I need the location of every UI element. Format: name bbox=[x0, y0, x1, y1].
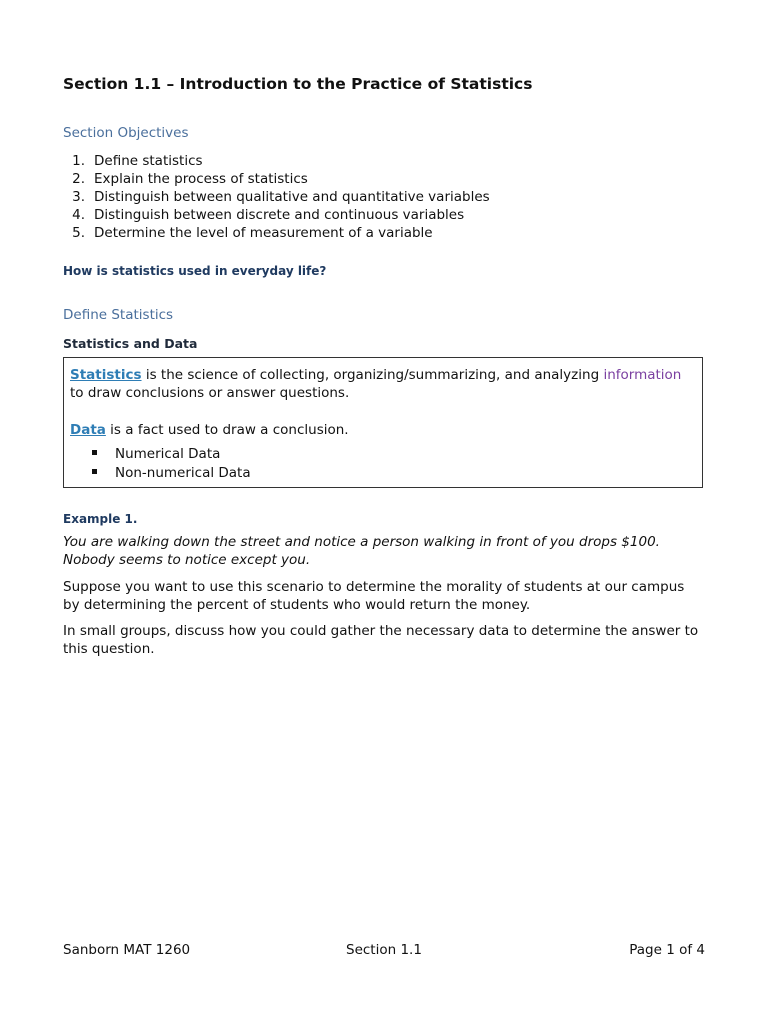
list-number: 5. bbox=[72, 225, 85, 241]
list-item bbox=[63, 152, 490, 170]
statistics-term-link[interactable]: Statistics bbox=[70, 367, 142, 383]
list-text: Explain the process of statistics bbox=[94, 171, 308, 187]
list-text: Non-numerical Data bbox=[115, 465, 251, 481]
statistics-definition bbox=[70, 366, 698, 402]
list-item bbox=[63, 206, 490, 224]
objectives-heading: Section Objectives bbox=[63, 125, 189, 141]
list-text: Distinguish between qualitative and quantitative variables bbox=[94, 189, 490, 205]
information-word: information bbox=[603, 367, 682, 383]
definition-text: to draw conclusions or answer questions. bbox=[70, 385, 350, 401]
example-paragraph-1: Suppose you want to use this scenario to determine the morality of students at our campus by determining the percent of students who would return the money. bbox=[63, 579, 685, 613]
define-statistics-heading: Define Statistics bbox=[63, 307, 174, 323]
definition-text: is a fact used to draw a conclusion. bbox=[105, 422, 349, 438]
data-term-link[interactable]: Data bbox=[70, 422, 106, 438]
footer-section: Section 1.1 bbox=[346, 942, 422, 958]
list-number: 4. bbox=[72, 207, 85, 223]
list-text: Determine the level of measurement of a variable bbox=[94, 225, 433, 241]
footer-page-number: Page 1 of 4 bbox=[629, 942, 705, 958]
list-item bbox=[63, 224, 490, 242]
list-number: 2. bbox=[72, 171, 85, 187]
footer-course: Sanborn MAT 1260 bbox=[63, 942, 191, 958]
question-heading: How is statistics used in everyday life? bbox=[63, 264, 327, 278]
list-text: Distinguish between discrete and continuous variables bbox=[94, 207, 465, 223]
page-footer bbox=[63, 942, 705, 960]
bullet-icon bbox=[92, 469, 97, 474]
example-paragraph-2: In small groups, discuss how you could gather the necessary data to determine the answer to this question. bbox=[63, 623, 699, 657]
data-definition bbox=[70, 422, 349, 438]
bullet-icon bbox=[92, 450, 97, 455]
list-text: Define statistics bbox=[94, 153, 203, 169]
list-number: 1. bbox=[72, 153, 85, 169]
example-scenario: You are walking down the street and notice a person walking in front of you drops $100. Nobody seems to notice except you. bbox=[63, 534, 660, 568]
objectives-list bbox=[63, 152, 490, 242]
page-title: Section 1.1 – Introduction to the Practice of Statistics bbox=[63, 75, 533, 93]
statistics-and-data-heading: Statistics and Data bbox=[63, 336, 198, 351]
list-number: 3. bbox=[72, 189, 85, 205]
list-item bbox=[63, 170, 490, 188]
example-label: Example 1. bbox=[63, 512, 138, 526]
definition-text: is the science of collecting, organizing/summarizing, and analyzing bbox=[141, 367, 604, 383]
data-types-list bbox=[92, 445, 251, 483]
list-item bbox=[63, 188, 490, 206]
definition-box bbox=[63, 357, 703, 488]
list-text: Numerical Data bbox=[115, 446, 221, 462]
list-item bbox=[92, 464, 251, 483]
list-item bbox=[92, 445, 251, 464]
